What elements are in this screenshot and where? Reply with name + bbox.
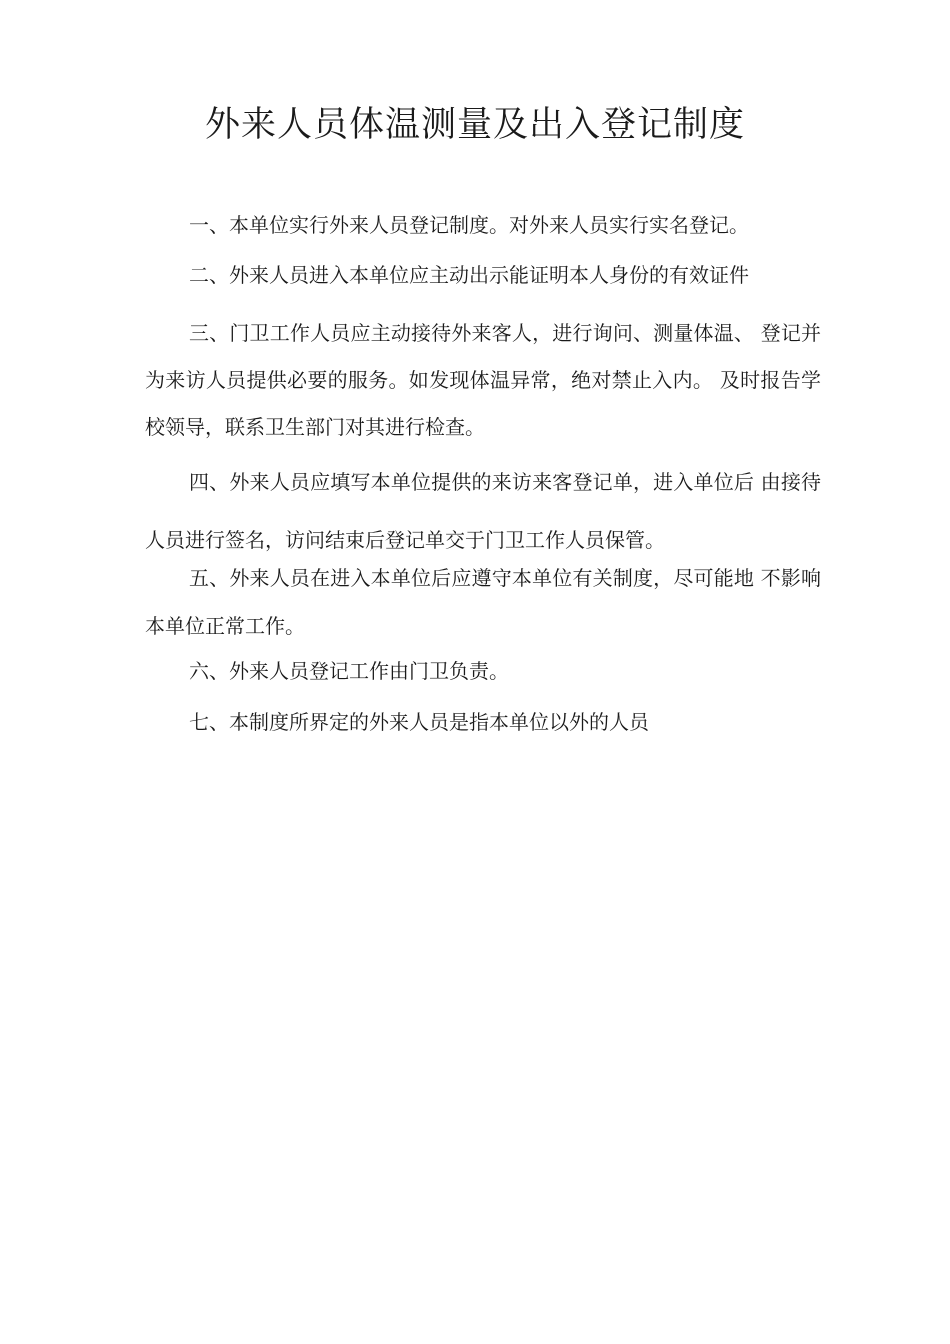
document-title: 外来人员体温测量及出入登记制度 [204,105,745,145]
paragraph-5: 五、外来人员在进入本单位后应遵守本单位有关制度，尽可能地 不影响本单位正常工作。 [145,566,821,638]
paragraph-7: 七、本制度所界定的外来人员是指本单位以外的人员 [189,710,649,734]
paragraph-1: 一、本单位实行外来人员登记制度。对外来人员实行实名登记。 [189,213,749,237]
paragraph-4: 四、外来人员应填写本单位提供的来访来客登记单，进入单位后 由接待人员进行签名，访问结束后登记单交于门卫工作人员保管。 [145,470,821,552]
paragraph-2: 二、外来人员进入本单位应主动出示能证明本人身份的有效证件 [189,263,749,287]
paragraph-3: 三、门卫工作人员应主动接待外来客人，进行询问、测量体温、 登记并为来访人员提供必要的服务。如发现体温异常，绝对禁止入内。 及时报告学校领导，联系卫生部门对其进行检查。 [145,321,821,439]
paragraph-6: 六、外来人员登记工作由门卫负责。 [189,659,509,683]
